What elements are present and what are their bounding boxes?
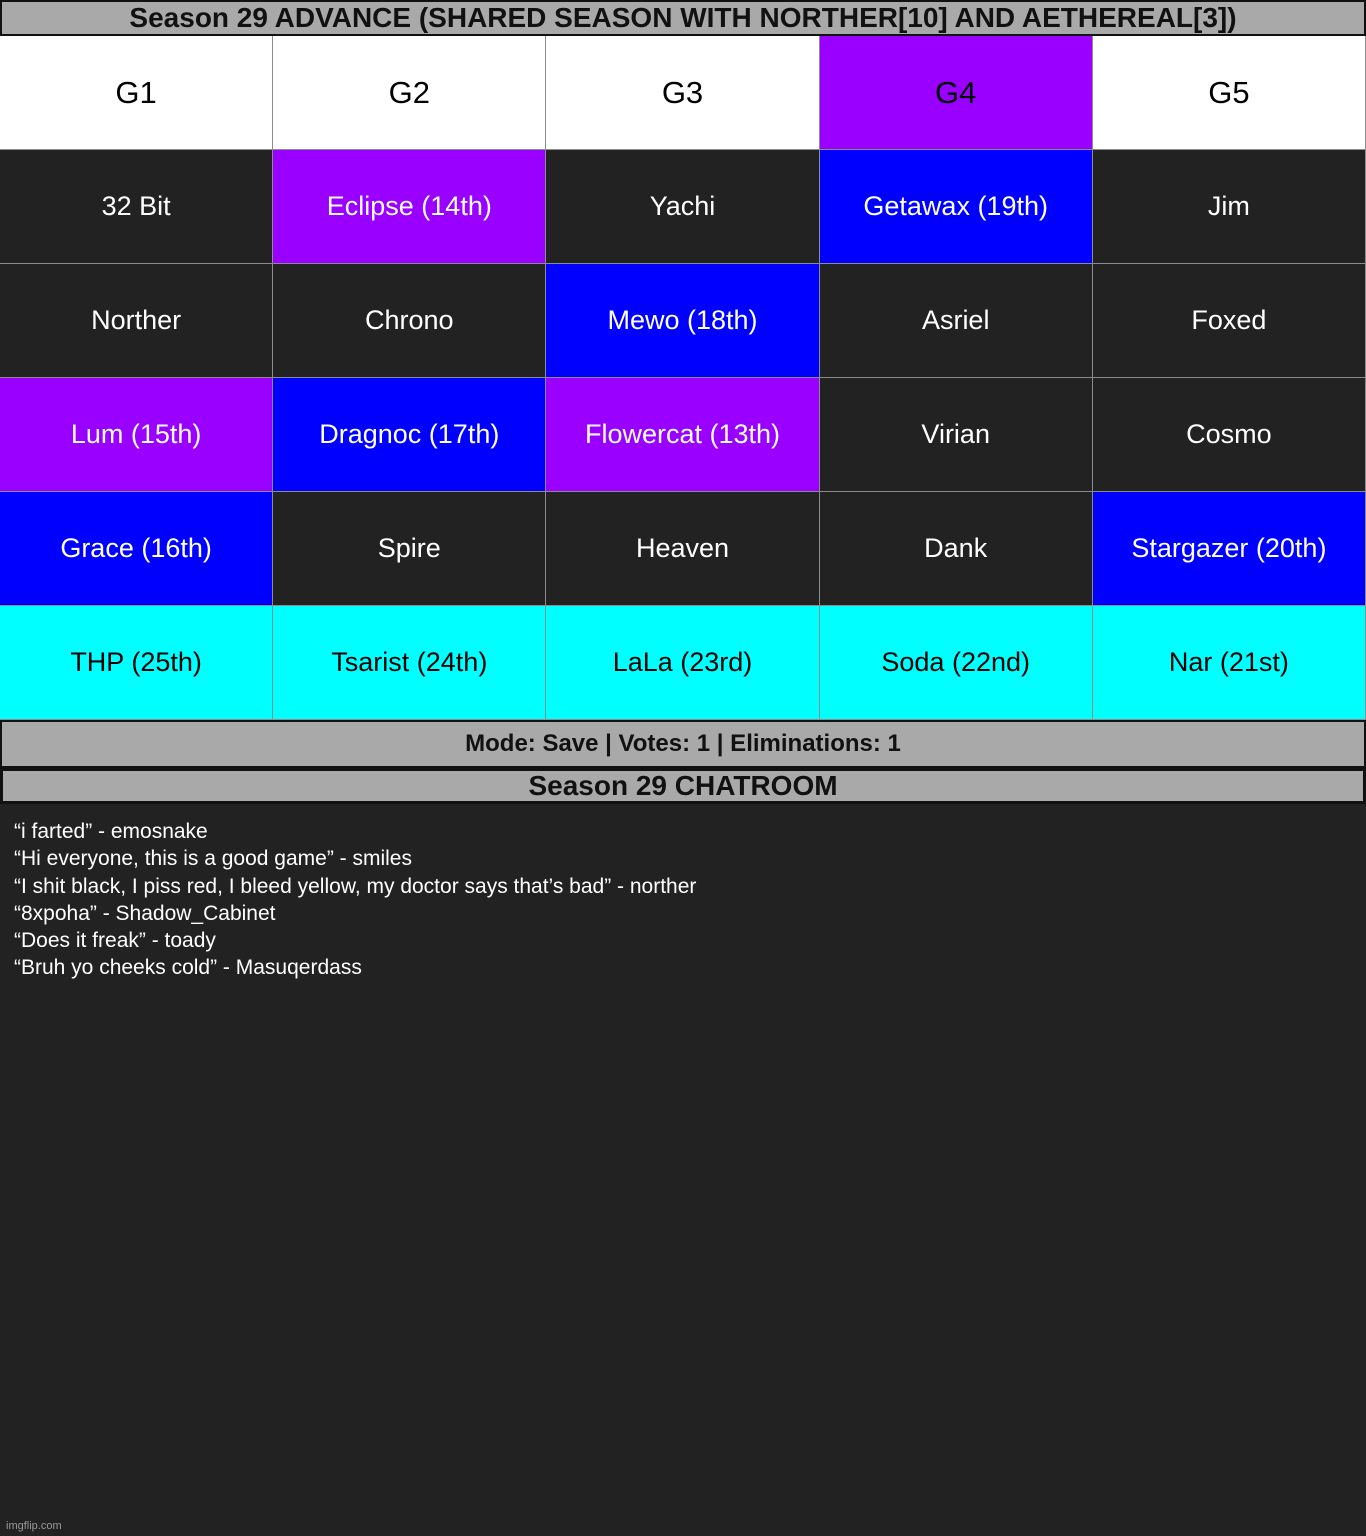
- contestant-cell: THP (25th): [0, 606, 273, 720]
- chat-message: “8xpoha” - Shadow_Cabinet: [14, 901, 276, 925]
- contestant-cell: Getawax (19th): [820, 150, 1093, 264]
- contestant-cell: Chrono: [273, 264, 546, 378]
- contestant-cell: Dank: [820, 492, 1093, 606]
- contestant-cell: Flowercat (13th): [546, 378, 819, 492]
- chat-message: “i farted” - emosnake: [14, 820, 208, 843]
- contestant-cell: Foxed: [1093, 264, 1366, 378]
- mode-status-bar: Mode: Save | Votes: 1 | Eliminations: 1: [0, 720, 1366, 768]
- contestant-cell: Mewo (18th): [546, 264, 819, 378]
- contestant-cell: Norther: [0, 264, 273, 378]
- contestant-cell: Dragnoc (17th): [273, 378, 546, 492]
- contestant-cell: Lum (15th): [0, 378, 273, 492]
- season-title: Season 29 ADVANCE (SHARED SEASON WITH NORTHER[10] AND AETHEREAL[3]): [0, 0, 1366, 36]
- contestant-cell: Spire: [273, 492, 546, 606]
- group-header-g5: G5: [1093, 36, 1366, 150]
- contestant-cell: Virian: [820, 378, 1093, 492]
- contestant-cell: Heaven: [546, 492, 819, 606]
- chat-message: “I shit black, I piss red, I bleed yellow, my doctor says that’s bad” - norther: [14, 874, 697, 898]
- contestant-cell: LaLa (23rd): [546, 606, 819, 720]
- contestant-cell: Tsarist (24th): [273, 606, 546, 720]
- contestant-cell: Jim: [1093, 150, 1366, 264]
- contestant-cell: Nar (21st): [1093, 606, 1366, 720]
- contestant-cell: Eclipse (14th): [273, 150, 546, 264]
- contestant-cell: Asriel: [820, 264, 1093, 378]
- chat-message: “Bruh yo cheeks cold” - Masuqerdass: [14, 956, 362, 980]
- chat-message: “Does it freak” - toady: [14, 929, 216, 953]
- contestant-cell: Soda (22nd): [820, 606, 1093, 720]
- watermark: imgflip.com: [6, 1520, 62, 1532]
- chatroom-messages: [14, 818, 1354, 982]
- group-grid: [0, 36, 1366, 720]
- contestant-cell: Stargazer (20th): [1093, 492, 1366, 606]
- contestant-cell: Cosmo: [1093, 378, 1366, 492]
- group-header-g4: G4: [820, 36, 1093, 150]
- group-header-g2: G2: [273, 36, 546, 150]
- group-header-g1: G1: [0, 36, 273, 150]
- contestant-cell: 32 Bit: [0, 150, 273, 264]
- chatroom-title: Season 29 CHATROOM: [0, 768, 1366, 804]
- group-header-g3: G3: [546, 36, 819, 150]
- contestant-cell: Yachi: [546, 150, 819, 264]
- chat-message: “Hi everyone, this is a good game” - smiles: [14, 847, 412, 871]
- contestant-cell: Grace (16th): [0, 492, 273, 606]
